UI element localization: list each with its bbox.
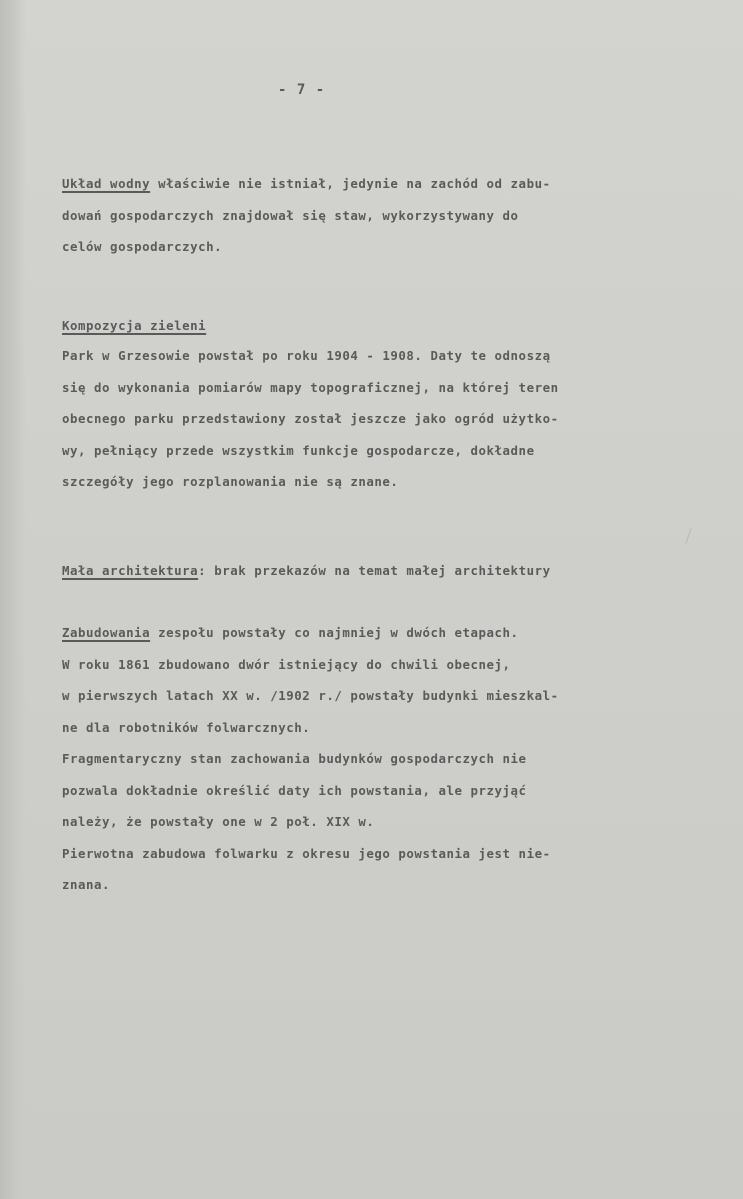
- paragraph-line: pozwala dokładnie określić daty ich powstania, ale przyjąć: [62, 782, 527, 798]
- paragraph-line: [62, 555, 730, 587]
- paragraph-text: właściwie nie istniał, jedynie na zachód od zabu-: [150, 176, 551, 191]
- paragraph-line: Park w Grzesowie powstał po roku 1904 - 1908. Daty te odnoszą: [62, 348, 551, 363]
- paragraph-text: : brak przekazów na temat małej architektury: [198, 563, 551, 578]
- paragraph-line: w pierwszych latach XX w. /1902 r./ powstały budynki mieszkal-: [62, 688, 559, 703]
- section-heading: Mała architektura: [62, 563, 199, 578]
- paragraph-line: Pierwotna zabudowa folwarku z okresu jego powstania jest nie-: [62, 845, 551, 861]
- paragraph-line: obecnego parku przedstawiony został jeszcze jako ogród użytko-: [62, 411, 559, 426]
- paragraph-kompozycja-zieleni: [62, 340, 730, 498]
- paragraph-line: się do wykonania pomiarów mapy topograficznej, na której teren: [62, 379, 559, 395]
- page-edge-shadow: [0, 0, 26, 1199]
- paragraph-line: dowań gospodarczych znajdował się staw, wykorzystywany do: [62, 207, 519, 223]
- paragraph-line: [62, 617, 730, 649]
- paragraph-line: ne dla robotników folwarcznych.: [62, 719, 311, 735]
- paragraph-line: wy, pełniący przede wszystkim funkcje gospodarcze, dokładne: [62, 442, 535, 458]
- paragraph-line: W roku 1861 zbudowano dwór istniejący do chwili obecnej,: [62, 656, 511, 672]
- paragraph-line: [62, 168, 730, 200]
- section-heading: Zabudowania: [62, 625, 151, 640]
- section-kompozycja-zieleni: [62, 310, 730, 342]
- section-mala-architektura: [62, 555, 730, 587]
- section-heading-line: [62, 310, 730, 342]
- paragraph-line: celów gospodarczych.: [62, 239, 223, 254]
- paragraph-text: zespołu powstały co najmniej w dwóch etapach.: [150, 625, 519, 640]
- paragraph-line: znana.: [62, 877, 111, 892]
- paragraph-line: szczegóły jego rozplanowania nie są znane.: [62, 474, 399, 489]
- paper-scratch-mark: [685, 528, 691, 543]
- page-number: - 7 -: [278, 82, 326, 98]
- paragraph-line: należy, że powstały one w 2 poł. XIX w.: [62, 814, 375, 829]
- paragraph-line: Fragmentaryczny stan zachowania budynków gospodarczych nie: [62, 751, 527, 766]
- section-heading: Układ wodny: [62, 176, 151, 191]
- section-zabudowania: [62, 617, 730, 901]
- section-uklad-wodny: [62, 168, 730, 263]
- section-heading: Kompozycja zieleni: [62, 318, 207, 333]
